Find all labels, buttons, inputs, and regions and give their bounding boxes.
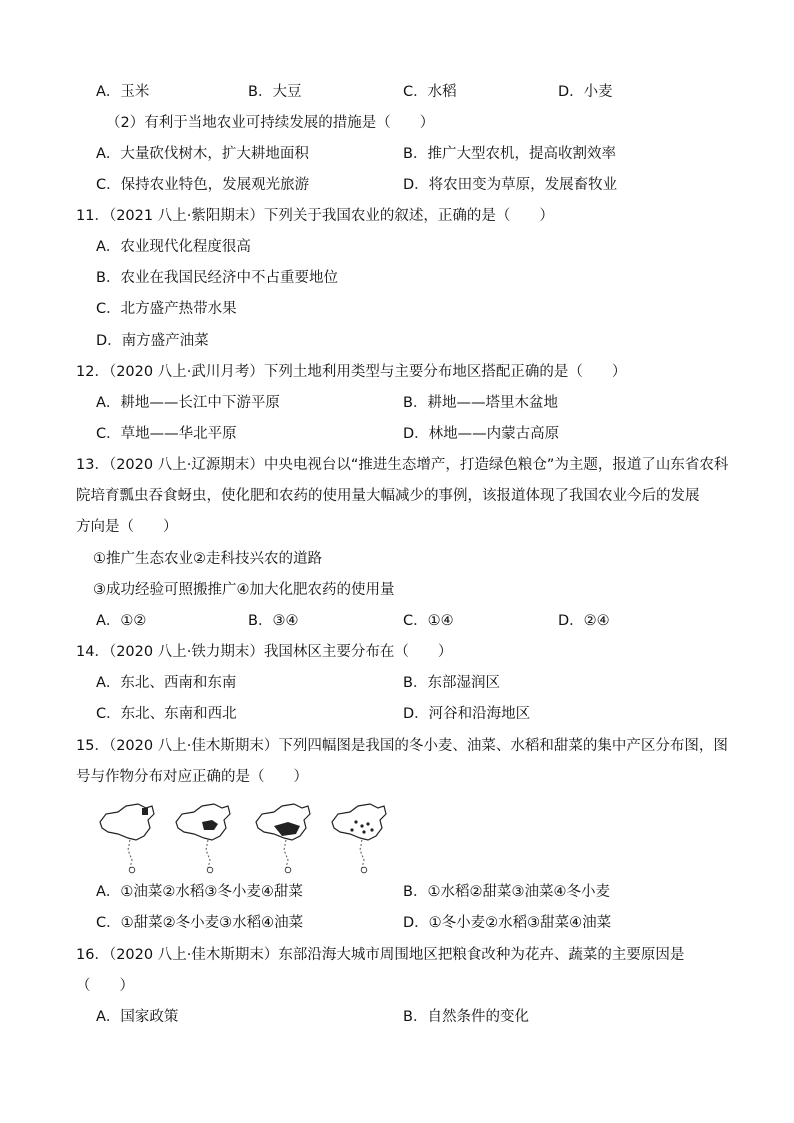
china-map-2 [176,804,230,873]
question-14-stem: 14．（2020 八上·铁力期末）我国林区主要分布在（ ） [76,644,453,660]
china-map-4 [332,804,386,873]
question-15-stem-line-1: 15．（2020 八上·佳木斯期末）下列四幅图是我国的冬小麦、油菜、水稻和甜菜的集中产区分布图，图 [76,738,728,754]
question-16-stem-line-2: （ ） [76,978,134,994]
option-b[interactable]: B．东部湿润区 [403,675,500,691]
question-13-stem-line-3: 方向是（ ） [76,519,178,535]
option-c[interactable]: C．草地——华北平原 [96,426,237,442]
question-13-item-2: ③成功经验可照搬推广④加大化肥农药的使用量 [93,582,395,598]
option-b[interactable]: B．大豆 [248,84,302,100]
option-d[interactable]: D．将农田变为草原，发展畜牧业 [403,177,618,193]
option-c[interactable]: C．①甜菜②冬小麦③水稻④油菜 [96,915,304,931]
option-d[interactable]: D．林地——内蒙古高原 [403,426,560,442]
question-13-stem-line-2: 院培育瓢虫吞食蚜虫，使化肥和农药的使用量大幅减少的事例，该报道体现了我国农业今后的发展 [76,488,700,504]
option-c[interactable]: C．①④ [403,613,454,629]
china-map-3 [256,804,310,873]
option-a[interactable]: A．①② [96,613,147,629]
option-d[interactable]: D．①冬小麦②水稻③甜菜④油菜 [403,915,612,931]
option-c[interactable]: C．东北、东南和西北 [96,706,237,722]
option-a[interactable]: A．大量砍伐树木，扩大耕地面积 [96,146,309,162]
option-a[interactable]: A．玉米 [96,84,150,100]
option-c[interactable]: C．北方盛产热带水果 [96,301,237,317]
option-b[interactable]: B．①水稻②甜菜③油菜④冬小麦 [403,884,610,900]
question-16-stem-line-1: 16．（2020 八上·佳木斯期末）东部沿海大城市周围地区把粮食改种为花卉、蔬菜的主要原因是 [76,947,685,963]
question-13-item-1: ①推广生态农业②走科技兴农的道路 [93,551,322,567]
option-b[interactable]: B．自然条件的变化 [403,1009,529,1025]
option-a[interactable]: A．农业现代化程度很高 [96,239,251,255]
question-15-stem-line-2: 号与作物分布对应正确的是（ ） [76,769,308,785]
option-c[interactable]: C．保持农业特色，发展观光旅游 [96,177,310,193]
option-b[interactable]: B．③④ [248,613,299,629]
option-a[interactable]: A．耕地——长江中下游平原 [96,395,280,411]
question-12-stem: 12．（2020 八上·武川月考）下列土地利用类型与主要分布地区搭配正确的是（ ） [76,364,627,380]
option-b[interactable]: B．耕地——塔里木盆地 [403,395,558,411]
crop-distribution-maps [96,800,390,874]
question-13-stem-line-1: 13．（2020 八上·辽源期末）中央电视台以“推进生态增产，打造绿色粮仓”为主题，报道了山东省农科 [76,457,729,473]
option-d[interactable]: D．小麦 [558,84,613,100]
china-map-1 [100,804,154,873]
option-d[interactable]: D．河谷和沿海地区 [403,706,531,722]
question-11-stem: 11．（2021 八上·紫阳期末）下列关于我国农业的叙述，正确的是（ ） [76,208,554,224]
option-b[interactable]: B．推广大型农机，提高收割效率 [403,146,616,162]
option-a[interactable]: A．①油菜②水稻③冬小麦④甜菜 [96,884,303,900]
option-a[interactable]: A．国家政策 [96,1009,179,1025]
option-c[interactable]: C．水稻 [403,84,457,100]
option-b[interactable]: B．农业在我国民经济中不占重要地位 [96,270,338,286]
option-a[interactable]: A．东北、西南和东南 [96,675,237,691]
option-d[interactable]: D．②④ [558,613,610,629]
option-d[interactable]: D．南方盛产油菜 [96,333,209,349]
sub-question-2: （2）有利于当地农业可持续发展的措施是（ ） [106,115,435,131]
